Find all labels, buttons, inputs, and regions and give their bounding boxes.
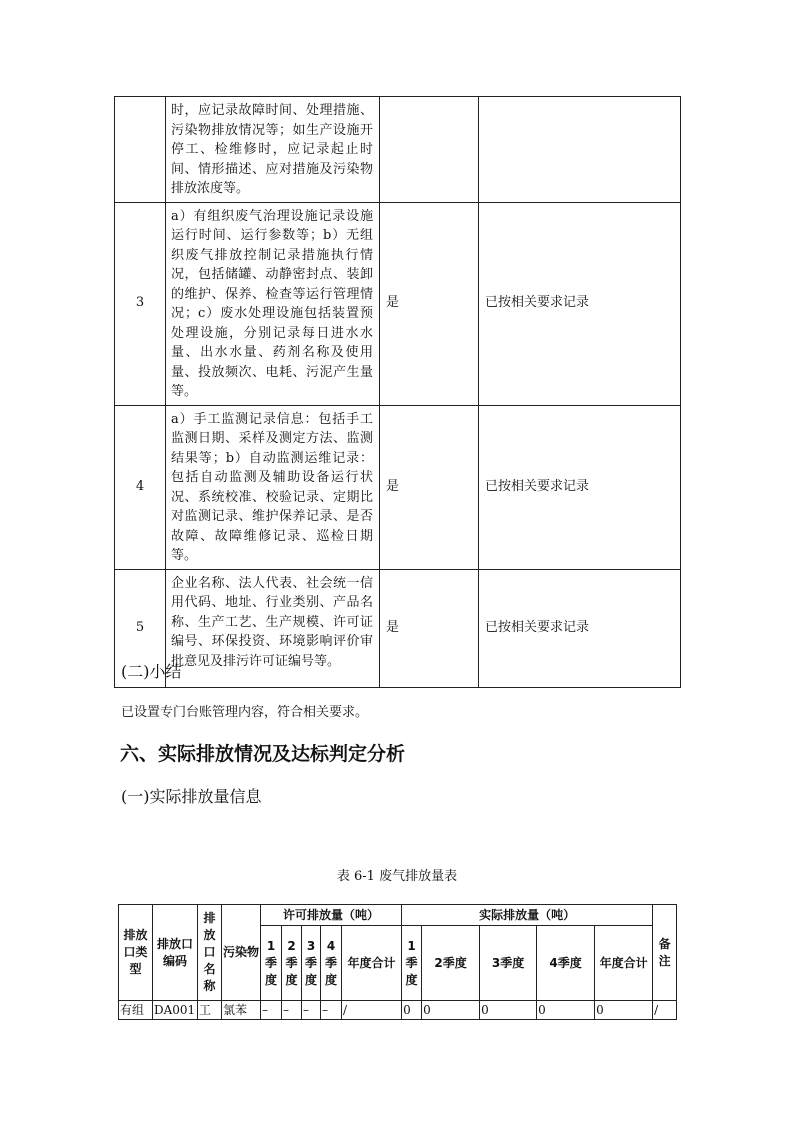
table-row: [119, 1001, 677, 1020]
record-status: [479, 97, 681, 203]
table-row: [115, 569, 681, 687]
table-row: [115, 405, 681, 569]
section-heading: 六、实际排放情况及达标判定分析: [120, 743, 406, 765]
actual-q4-cell: 0: [537, 1001, 595, 1020]
row-number: 4: [115, 405, 166, 569]
summary-heading: (二)小结: [121, 662, 182, 681]
permitted-q2-cell: –: [282, 1001, 302, 1020]
permitted-q1-cell: –: [261, 1001, 282, 1020]
meets-requirement: 是: [380, 405, 479, 569]
permitted-emission-header: 许可排放量（吨）: [261, 905, 402, 926]
record-status: 已按相关要求记录: [479, 202, 681, 405]
record-status: 已按相关要求记录: [479, 405, 681, 569]
actual-q3-cell: 0: [480, 1001, 537, 1020]
actual-q4-header: 4季度: [537, 926, 595, 1001]
permitted-q3-header: 3季度: [302, 926, 321, 1001]
emission-table: [118, 904, 677, 1020]
record-content: a）手工监测记录信息：包括手工监测日期、采样及测定方法、监测结果等；b）自动监测运维记录：包括自动监测及辅助设备运行状况、系统校准、校验记录、定期比对监测记录、维护保养记录、是否故障、故障维修记录、巡检日期等。: [166, 405, 380, 569]
record-content: a）有组织废气治理设施记录设施运行时间、运行参数等；b）无组织废气排放控制记录措施执行情况，包括储罐、动静密封点、装卸的维护、保养、检查等运行管理情况；c）废水处理设施包括装置预处理设施，分别记录每日进水水量、出水水量、药剂名称及使用量、投放频次、电耗、污泥产生量等。: [166, 202, 380, 405]
ledger-table: [114, 96, 681, 688]
table-caption: 表 6-1 废气排放量表: [336, 869, 458, 884]
remark-cell: /: [653, 1001, 677, 1020]
remark-header: 备注: [653, 905, 677, 1001]
actual-emission-header: 实际排放量（吨）: [402, 905, 653, 926]
actual-q2-cell: 0: [422, 1001, 480, 1020]
subsection-heading: (一)实际排放量信息: [121, 787, 262, 806]
actual-q2-header: 2季度: [422, 926, 480, 1001]
record-content: 时，应记录故障时间、处理措施、污染物排放情况等；如生产设施开停工、检维修时，应记录起止时间、情形描述、应对措施及污染物排放浓度等。: [166, 97, 380, 203]
outlet-type-header: 排放口类型: [119, 905, 153, 1001]
outlet-code-cell: DA001: [153, 1001, 198, 1020]
record-status: 已按相关要求记录: [479, 569, 681, 687]
table-row: [115, 97, 681, 203]
actual-total-header: 年度合计: [595, 926, 653, 1001]
outlet-name-header: 排放口名称: [198, 905, 222, 1001]
actual-q1-header: 1季度: [402, 926, 422, 1001]
outlet-name-cell: 工: [198, 1001, 222, 1020]
record-content: 企业名称、法人代表、社会统一信用代码、地址、行业类别、产品名称、生产工艺、生产规模、许可证编号、环保投资、环境影响评价审批意见及排污许可证编号等。: [166, 569, 380, 687]
row-number: [115, 97, 166, 203]
permitted-q3-cell: –: [302, 1001, 321, 1020]
pollutant-cell: 氯苯: [222, 1001, 261, 1020]
actual-q1-cell: 0: [402, 1001, 422, 1020]
pollutant-header: 污染物: [222, 905, 261, 1001]
permitted-q2-header: 2季度: [282, 926, 302, 1001]
outlet-code-header: 排放口编码: [153, 905, 198, 1001]
summary-text: 已设置专门台账管理内容，符合相关要求。: [121, 705, 369, 720]
row-number: 5: [115, 569, 166, 687]
row-number: 3: [115, 202, 166, 405]
permitted-total-cell: /: [342, 1001, 402, 1020]
permitted-q4-header: 4季度: [321, 926, 342, 1001]
actual-q3-header: 3季度: [480, 926, 537, 1001]
permitted-q4-cell: –: [321, 1001, 342, 1020]
table-row: [115, 202, 681, 405]
meets-requirement: 是: [380, 569, 479, 687]
permitted-total-header: 年度合计: [342, 926, 402, 1001]
actual-total-cell: 0: [595, 1001, 653, 1020]
meets-requirement: 是: [380, 202, 479, 405]
header-row-1: [119, 905, 677, 926]
permitted-q1-header: 1季度: [261, 926, 282, 1001]
meets-requirement: [380, 97, 479, 203]
outlet-type-cell: 有组: [119, 1001, 153, 1020]
